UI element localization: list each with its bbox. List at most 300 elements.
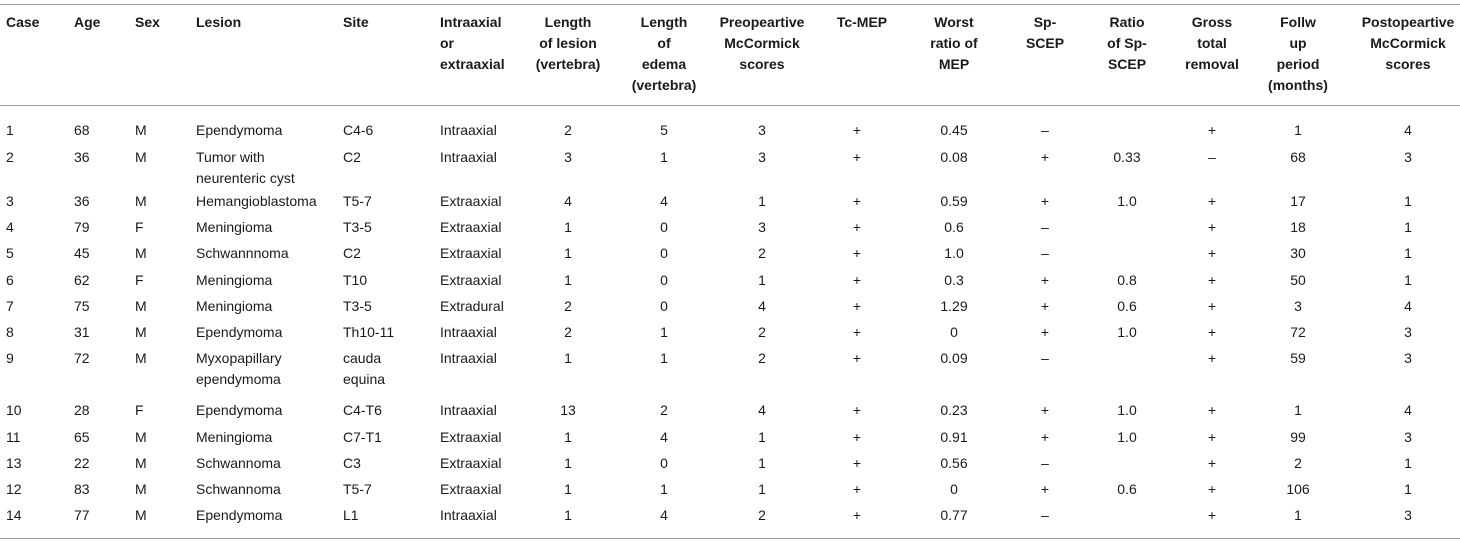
table-cell (343, 147, 361, 168)
table-cell-text: Intraaxial (440, 122, 497, 138)
table-cell (6, 270, 14, 291)
table-cell-text: T3-5 (343, 219, 372, 235)
table-cell-text: 28 (74, 402, 90, 418)
column-header-text: SCEP (1025, 35, 1065, 51)
table-cell-text: 3 (758, 122, 766, 138)
table-cell (343, 191, 372, 212)
table-cell (1404, 427, 1412, 448)
table-cell (1294, 453, 1302, 474)
table-cell (135, 505, 147, 526)
table-cell (660, 427, 668, 448)
table-cell-text: + (852, 272, 862, 288)
table-cell-text: F (135, 272, 144, 288)
column-header-text: Age (74, 14, 101, 30)
table-cell (1290, 147, 1306, 168)
table-cell (1208, 147, 1216, 168)
table-cell-text: + (1040, 272, 1050, 288)
table-cell (1290, 217, 1306, 238)
table-cell-text: Tumor with (196, 149, 265, 165)
table-cell-text: M (135, 455, 147, 471)
table-cell-text: 1 (758, 272, 766, 288)
table-cell-text: + (852, 402, 862, 418)
table-cell (196, 479, 281, 500)
table-cell (1041, 453, 1049, 474)
column-header-text: Site (343, 14, 369, 30)
table-cell-text: 3 (1404, 324, 1412, 340)
table-cell-text: 1 (1404, 193, 1412, 209)
table-cell-text: 4 (1404, 402, 1412, 418)
table-cell (135, 479, 147, 500)
table-cell (1404, 147, 1412, 168)
table-cell (758, 322, 766, 343)
table-cell-text: + (1207, 245, 1217, 261)
table-cell (940, 191, 967, 212)
table-cell (660, 270, 668, 291)
table-cell (74, 479, 90, 500)
table-cell (944, 217, 963, 238)
table-cell-text: 12 (6, 481, 22, 497)
table-cell-text: Extradural (440, 298, 504, 314)
table-cell (1290, 270, 1306, 291)
column-header-text: edema (641, 56, 687, 72)
table-cell-text: 0.6 (1117, 481, 1137, 497)
table-cell-text: Intraaxial (440, 507, 497, 523)
table-cell (1404, 479, 1412, 500)
table-cell-text: Extraaxial (440, 193, 502, 209)
table-cell (196, 270, 272, 291)
table-cell (440, 120, 497, 141)
table-cell-text: 6 (6, 272, 14, 288)
table-cell (196, 427, 272, 448)
table-cell (196, 400, 282, 421)
table-cell-text: M (135, 149, 147, 165)
table-cell-text: 2 (758, 324, 766, 340)
table-cell-text: 31 (74, 324, 90, 340)
table-cell-text: + (1207, 350, 1217, 366)
table-cell-text: 4 (758, 298, 766, 314)
table-cell-text: 4 (758, 402, 766, 418)
table-cell (343, 217, 372, 238)
table-cell (1041, 348, 1049, 369)
table-cell-text: C4-T6 (343, 402, 382, 418)
table-cell (1041, 296, 1049, 317)
table-cell-text: – (1041, 219, 1049, 235)
table-cell-text: Intraaxial (440, 402, 497, 418)
table-cell-text: 1 (660, 149, 668, 165)
table-cell (564, 479, 572, 500)
table-cell-text: 3 (564, 149, 572, 165)
table-cell (1290, 191, 1306, 212)
table-cell-text: 0 (950, 324, 958, 340)
table-cell (660, 322, 668, 343)
table-cell-text: Myxopapillary (196, 350, 282, 366)
table-cell-text: 1 (1404, 455, 1412, 471)
table-cell (940, 147, 967, 168)
table-cell-text: 36 (74, 193, 90, 209)
table-cell (660, 217, 668, 238)
table-cell (440, 479, 501, 500)
table-cell-text: + (1040, 149, 1050, 165)
table-cell-text: M (135, 324, 147, 340)
table-cell-text: 2 (564, 324, 572, 340)
table-cell (196, 505, 282, 526)
table-cell (1117, 322, 1136, 343)
table-cell-text: 0.8 (1117, 272, 1137, 288)
table-cell (758, 400, 766, 421)
table-cell-text: 1.0 (1117, 324, 1137, 340)
column-header-text: extraaxial (440, 56, 505, 72)
table-cell (853, 296, 861, 317)
column-header (196, 12, 241, 33)
table-cell-text: 99 (1290, 429, 1306, 445)
table-cell (440, 147, 497, 168)
table-cell (853, 191, 861, 212)
table-cell-text: T5-7 (343, 193, 372, 209)
table-cell (660, 479, 668, 500)
column-header-text: Postopeartive (1361, 14, 1455, 30)
table-cell-text: 0 (660, 245, 668, 261)
table-cell (1117, 270, 1136, 291)
table-cell-text: M (135, 122, 147, 138)
table-cell-text: M (135, 350, 147, 366)
table-cell (440, 348, 497, 369)
table-cell (564, 322, 572, 343)
table-cell (1117, 191, 1136, 212)
table-cell (1041, 479, 1049, 500)
table-cell-text: 0 (660, 219, 668, 235)
column-header (632, 12, 697, 96)
table-cell (1208, 322, 1216, 343)
column-header-text: Tc-MEP (836, 14, 888, 30)
table-cell-text: 0.6 (1117, 298, 1137, 314)
table-cell (758, 453, 766, 474)
table-cell-text: + (1207, 122, 1217, 138)
table-cell-text: 3 (758, 219, 766, 235)
table-cell-text: 45 (74, 245, 90, 261)
table-cell (1404, 243, 1412, 264)
table-cell-text: M (135, 507, 147, 523)
table-cell-text: Intraaxial (440, 149, 497, 165)
table-cell (135, 453, 147, 474)
table-cell (660, 296, 668, 317)
column-header-text: McCormick (1370, 35, 1446, 51)
table-cell-text: + (1207, 324, 1217, 340)
table-cell-text: 5 (6, 245, 14, 261)
table-cell (1041, 243, 1049, 264)
table-cell (6, 243, 14, 264)
table-cell-text: C4-6 (343, 122, 374, 138)
column-header-text: McCormick (724, 35, 800, 51)
table-cell (196, 453, 281, 474)
table-cell-text: 3 (1404, 149, 1412, 165)
table-cell (1117, 479, 1136, 500)
column-header-text: of lesion (539, 35, 597, 51)
table-cell (758, 505, 766, 526)
table-cell (1208, 505, 1216, 526)
table-cell (74, 296, 90, 317)
table-cell (74, 505, 90, 526)
table-cell (196, 120, 282, 141)
table-cell (135, 348, 147, 369)
table-cell-text: 2 (758, 245, 766, 261)
table-cell-text: 1 (1404, 219, 1412, 235)
table-cell (196, 147, 295, 189)
table-cell-text: 4 (1404, 122, 1412, 138)
table-cell-text: + (1207, 429, 1217, 445)
table-cell-text: 0.56 (940, 455, 968, 471)
table-cell (660, 348, 668, 369)
column-header-text: (vertebra) (535, 56, 601, 72)
table-cell-text: 1 (1404, 245, 1412, 261)
table-cell (74, 270, 90, 291)
table-cell-text: + (1207, 455, 1217, 471)
table-cell (74, 243, 90, 264)
table-cell (135, 296, 147, 317)
table-cell-text: F (135, 219, 144, 235)
table-cell (940, 348, 967, 369)
table-cell-text: 50 (1290, 272, 1306, 288)
table-cell-text: + (1040, 324, 1050, 340)
table-cell-text: F (135, 402, 144, 418)
table-cell-text: + (852, 122, 862, 138)
table-cell (940, 505, 967, 526)
table-cell (440, 270, 501, 291)
table-cell-text: 3 (758, 149, 766, 165)
table-cell-text: Intraaxial (440, 350, 497, 366)
table-cell (564, 427, 572, 448)
table-cell-text: 4 (660, 193, 668, 209)
table-cell (758, 296, 766, 317)
table-cell-text: cauda (343, 350, 382, 366)
table-cell-text: Extraaxial (440, 481, 502, 497)
table-cell (6, 348, 14, 369)
table-cell (940, 427, 967, 448)
column-header (536, 12, 601, 75)
table-cell-text: 0 (660, 298, 668, 314)
table-cell-text: 4 (6, 219, 14, 235)
table-cell (196, 348, 282, 390)
table-cell-text: 17 (1290, 193, 1306, 209)
table-cell (6, 505, 22, 526)
table-cell-text: 1 (564, 245, 572, 261)
table-cell (853, 505, 861, 526)
table-cell-text: 36 (74, 149, 90, 165)
table-cell-text: 1 (1404, 272, 1412, 288)
table-cell (564, 243, 572, 264)
table-cell (6, 296, 14, 317)
table-cell-text: 1 (564, 429, 572, 445)
column-header-text: Case (6, 14, 40, 30)
table-cell (135, 243, 147, 264)
table-cell (564, 453, 572, 474)
column-header-text: Ratio (1109, 14, 1145, 30)
table-cell (1208, 296, 1216, 317)
table-cell-text: 72 (1290, 324, 1306, 340)
column-header-text: MEP (938, 56, 970, 72)
table-cell-text: 0.33 (1113, 149, 1141, 165)
table-cell-text: 1 (564, 455, 572, 471)
table-cell (564, 270, 572, 291)
column-header-text: Preopeartive (719, 14, 805, 30)
table-cell-text: 0.09 (940, 350, 968, 366)
table-cell-text: Schwannnoma (196, 245, 289, 261)
table-cell (1404, 400, 1412, 421)
column-header (1026, 12, 1064, 54)
table-cell (1117, 400, 1136, 421)
table-cell-text: + (852, 245, 862, 261)
table-cell-text: + (852, 193, 862, 209)
table-cell-text: 4 (564, 193, 572, 209)
column-header (1268, 12, 1328, 96)
table-cell-text: 1 (564, 507, 572, 523)
table-cell-text: 1 (1294, 507, 1302, 523)
table-cell-text: 5 (660, 122, 668, 138)
column-header (1185, 12, 1239, 75)
table-cell-text: 83 (74, 481, 90, 497)
table-cell-text: Schwannoma (196, 455, 281, 471)
table-cell-text: + (852, 455, 862, 471)
table-cell (1041, 400, 1049, 421)
table-cell (1208, 270, 1216, 291)
table-cell (135, 270, 144, 291)
table-cell (1041, 120, 1049, 141)
table-cell-text: + (1207, 402, 1217, 418)
table-cell (758, 191, 766, 212)
table-cell (660, 505, 668, 526)
table-cell (564, 120, 572, 141)
column-header-text: Lesion (196, 14, 242, 30)
table-cell (1404, 453, 1412, 474)
table-cell-text: 10 (6, 402, 22, 418)
table-cell (440, 243, 501, 264)
table-cell (1404, 296, 1412, 317)
table-cell-text: 2 (660, 402, 668, 418)
table-cell (74, 453, 90, 474)
table-cell-text: 1 (1294, 122, 1302, 138)
table-cell (196, 191, 317, 212)
table-cell (1208, 453, 1216, 474)
table-cell (440, 400, 497, 421)
table-cell (440, 453, 501, 474)
table-cell-text: – (1041, 245, 1049, 261)
table-cell (74, 147, 90, 168)
table-cell-text: + (852, 481, 862, 497)
table-cell-text: 0.45 (940, 122, 968, 138)
table-cell-text: C3 (343, 455, 361, 471)
table-cell (758, 120, 766, 141)
table-cell-text: 1.0 (944, 245, 964, 261)
table-cell (6, 322, 14, 343)
column-header-text: of (657, 35, 671, 51)
table-cell (1404, 191, 1412, 212)
table-cell-text: 4 (1404, 298, 1412, 314)
table-cell (6, 427, 21, 448)
table-cell-text: Ependymoma (196, 324, 283, 340)
column-header-text: removal (1185, 56, 1239, 72)
table-cell-text: 59 (1290, 350, 1306, 366)
table-cell (853, 147, 861, 168)
table-cell-text: T5-7 (343, 481, 372, 497)
column-header-text: or (440, 35, 454, 51)
table-cell (940, 296, 967, 317)
table-cell-text: 1 (564, 350, 572, 366)
table-cell-text: Schwannoma (196, 481, 281, 497)
table-cell-text: equina (343, 371, 386, 387)
table-cell (135, 120, 147, 141)
table-cell-text: + (852, 149, 862, 165)
table-cell (343, 270, 367, 291)
table-cell-text: 1.0 (1117, 193, 1137, 209)
table-cell-text: + (1040, 429, 1050, 445)
table-cell (564, 348, 572, 369)
table-cell (74, 427, 90, 448)
table-cell-text: M (135, 245, 147, 261)
column-header-text: Sex (135, 14, 160, 30)
table-cell-text: 2 (564, 298, 572, 314)
table-cell-text: 0.77 (940, 507, 968, 523)
table-cell-text: 1 (758, 455, 766, 471)
table-cell (343, 322, 394, 343)
table-cell-text: + (1207, 193, 1217, 209)
table-cell (853, 243, 861, 264)
table-cell-text: Meningioma (196, 272, 273, 288)
table-cell (758, 217, 766, 238)
column-header-text: Worst (934, 14, 974, 30)
table-cell-text: 106 (1286, 481, 1310, 497)
column-header-text: of Sp- (1107, 35, 1147, 51)
table-cell-text: + (1207, 507, 1217, 523)
table-cell (440, 296, 504, 317)
table-cell (564, 505, 572, 526)
table-cell (758, 243, 766, 264)
table-cell-text: 1 (564, 481, 572, 497)
table-cell-text: 3 (1294, 298, 1302, 314)
table-cell (564, 296, 572, 317)
table-cell-text: C2 (343, 245, 361, 261)
table-cell-text: 75 (74, 298, 90, 314)
table-cell-text: + (852, 298, 862, 314)
table-cell-text: 14 (6, 507, 22, 523)
table-cell (1208, 120, 1216, 141)
table-cell (343, 296, 372, 317)
table-cell (343, 453, 361, 474)
table-cell-text: 1 (6, 122, 14, 138)
table-cell-text: Extraaxial (440, 245, 502, 261)
table-cell-text: + (852, 429, 862, 445)
table-cell (660, 147, 668, 168)
table-cell-text: C2 (343, 149, 361, 165)
table-cell-text: Extraaxial (440, 455, 502, 471)
table-cell (343, 505, 359, 526)
table-cell (1208, 348, 1216, 369)
table-cell (196, 296, 272, 317)
table-cell (6, 453, 22, 474)
table-cell-text: 1 (660, 324, 668, 340)
table-cell-text: + (852, 507, 862, 523)
table-cell (343, 400, 382, 421)
table-cell (853, 120, 861, 141)
table-cell (74, 191, 90, 212)
table-cell (135, 191, 147, 212)
table-cell (6, 191, 14, 212)
table-cell (1208, 243, 1216, 264)
table-cell (660, 120, 668, 141)
table-cell (758, 427, 766, 448)
table-cell-text: 68 (74, 122, 90, 138)
table-cell-text: + (852, 219, 862, 235)
column-header-text: (months) (1268, 77, 1328, 93)
table-cell (560, 400, 576, 421)
